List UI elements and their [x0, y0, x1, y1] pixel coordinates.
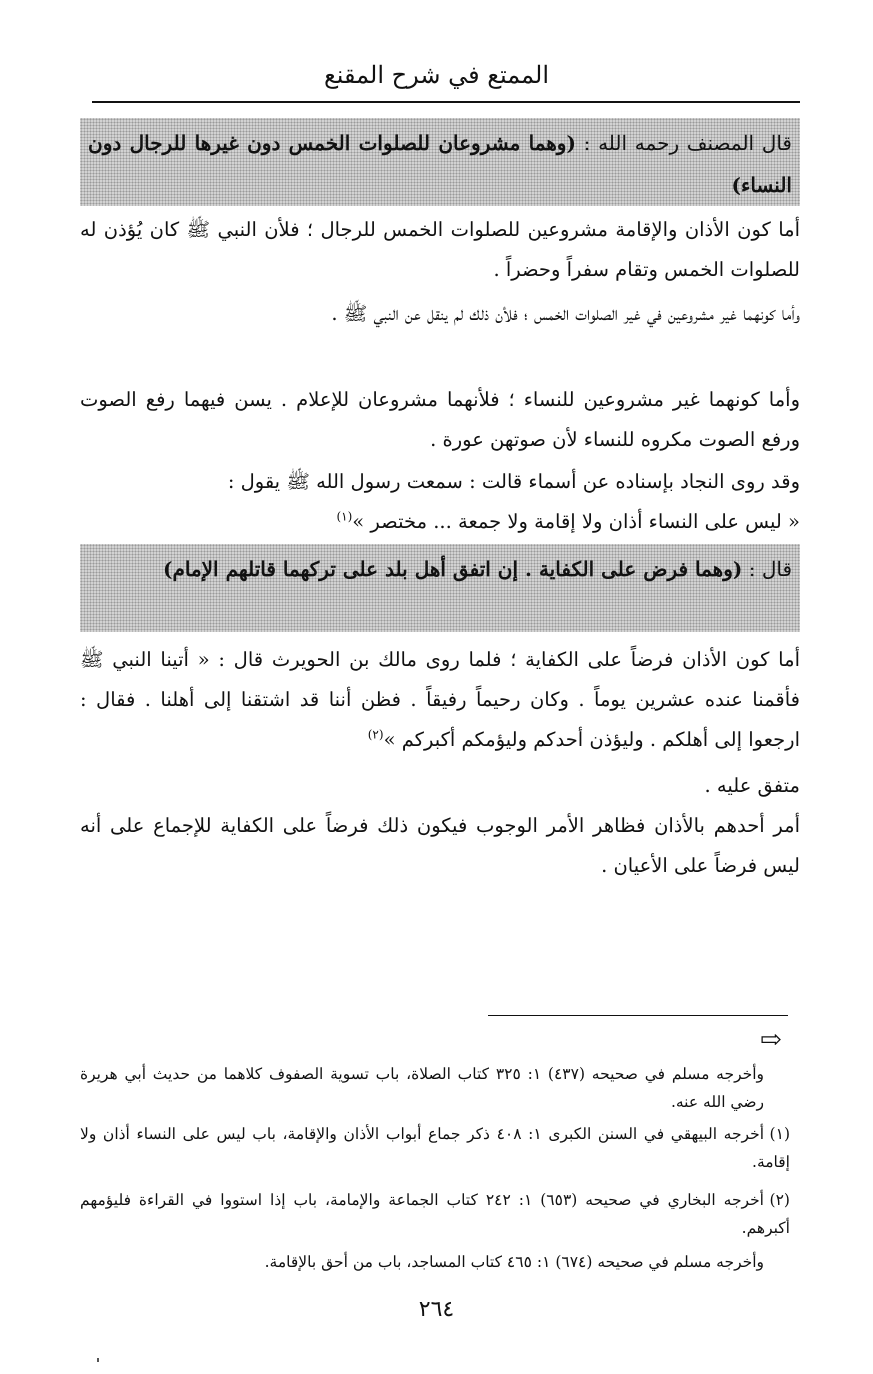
paragraph-3: وأما كونهما غير مشروعين للنساء ؛ فلأنهما مشروعان للإعلام . يسن فيهما رفع الصوت ورفع الصوت مكروه للنساء لأن صوتهن عورة . — [80, 388, 800, 451]
footnote-ref-2: (٢) — [367, 727, 384, 742]
footnote-1-number: (١) — [769, 1125, 790, 1143]
paragraph-8: أمر أحدهم بالأذان فظاهر الأمر الوجوب فيكون ذلك فرضاً على الكفاية للإجماع على أنه ليس فرضاً على الأعيان . — [80, 814, 800, 877]
footnote-1-text: أخرجه البيهقي في السنن الكبرى ١: ٤٠٨ ذكر جماع أبواب الأذان والإقامة، باب ليس على النساء أذان ولا إقامة. — [80, 1125, 790, 1171]
paragraph-5-text: « ليس على النساء أذان ولا إقامة ولا جمعة ... مختصر » — [352, 510, 800, 533]
page-number: ٢٦٤ — [418, 1297, 455, 1322]
footnote-2-continued: وأخرجه مسلم في صحيحه (٦٧٤) ١: ٤٦٥ كتاب المساجد، باب من أحق بالإقامة. — [264, 1253, 764, 1271]
shaded-heading-2-lead: قال : — [748, 557, 792, 581]
continuation-arrow-icon: ⇨ — [760, 1025, 782, 1055]
paragraph-4: وقد روى النجاد بإسناده عن أسماء قالت : سمعت رسول الله ﷺ يقول : — [227, 470, 800, 493]
footnote-2-number: (٢) — [769, 1191, 790, 1209]
scan-speck — [97, 1358, 99, 1362]
footnote-1 — [80, 1120, 790, 1176]
paragraph-5 — [80, 502, 800, 542]
footnote-ref-1: (١) — [336, 509, 353, 524]
footnote-2-text: أخرجه البخاري في صحيحه (٦٥٣) ١: ٢٤٢ كتاب الجماعة والإمامة، باب إذا استووا في القراءة فليؤمهم أكبرهم. — [80, 1191, 790, 1237]
footnote-rule — [488, 1015, 788, 1016]
footnote-2 — [80, 1186, 790, 1242]
paragraph-2: وأما كونهما غير مشروعين في غير الصلوات الخمس ؛ فلأن ذلك لم ينقل عن النبي ﷺ . — [331, 302, 800, 325]
paragraph-6-text: أما كون الأذان فرضاً على الكفاية ؛ فلما روى مالك بن الحويرث قال : « أتينا النبي ﷺ فأقمنا عنده عشرين يوماً . وكان رحيماً رفيقاً . فظن أننا قد اشتقنا إلى أهلنا . فقال : ارجعوا إلى أهلكم . وليؤذن أحدكم وليؤمكم أكبركم » — [80, 648, 800, 751]
footnote-continued: وأخرجه مسلم في صحيحه (٤٣٧) ١: ٣٢٥ كتاب الصلاة، باب تسوية الصفوف كلاهما من حديث أبي هريرة رضي الله عنه. — [80, 1065, 764, 1111]
shaded-heading-2 — [80, 544, 800, 632]
paragraph-6 — [80, 640, 800, 760]
header-rule — [92, 101, 800, 103]
paragraph-1: أما كون الأذان والإقامة مشروعين للصلوات الخمس للرجال ؛ فلأن النبي ﷺ كان يُؤذن له للصلوات الخمس وتقام سفراً وحضراً . — [80, 218, 800, 281]
shaded-heading-1 — [80, 118, 800, 206]
shaded-heading-1-lead: قال المصنف رحمه الله : — [583, 131, 792, 155]
paragraph-7: متفق عليه . — [704, 774, 800, 797]
shaded-heading-2-text: (وهما فرض على الكفاية . إن اتفق أهل بلد على تركهما قاتلهم الإمام) — [163, 557, 743, 581]
shaded-heading-1-text: (وهما مشروعان للصلوات الخمس دون غيرها للرجال دون النساء) — [88, 131, 792, 197]
running-header-title: الممتع في شرح المقنع — [324, 61, 549, 89]
